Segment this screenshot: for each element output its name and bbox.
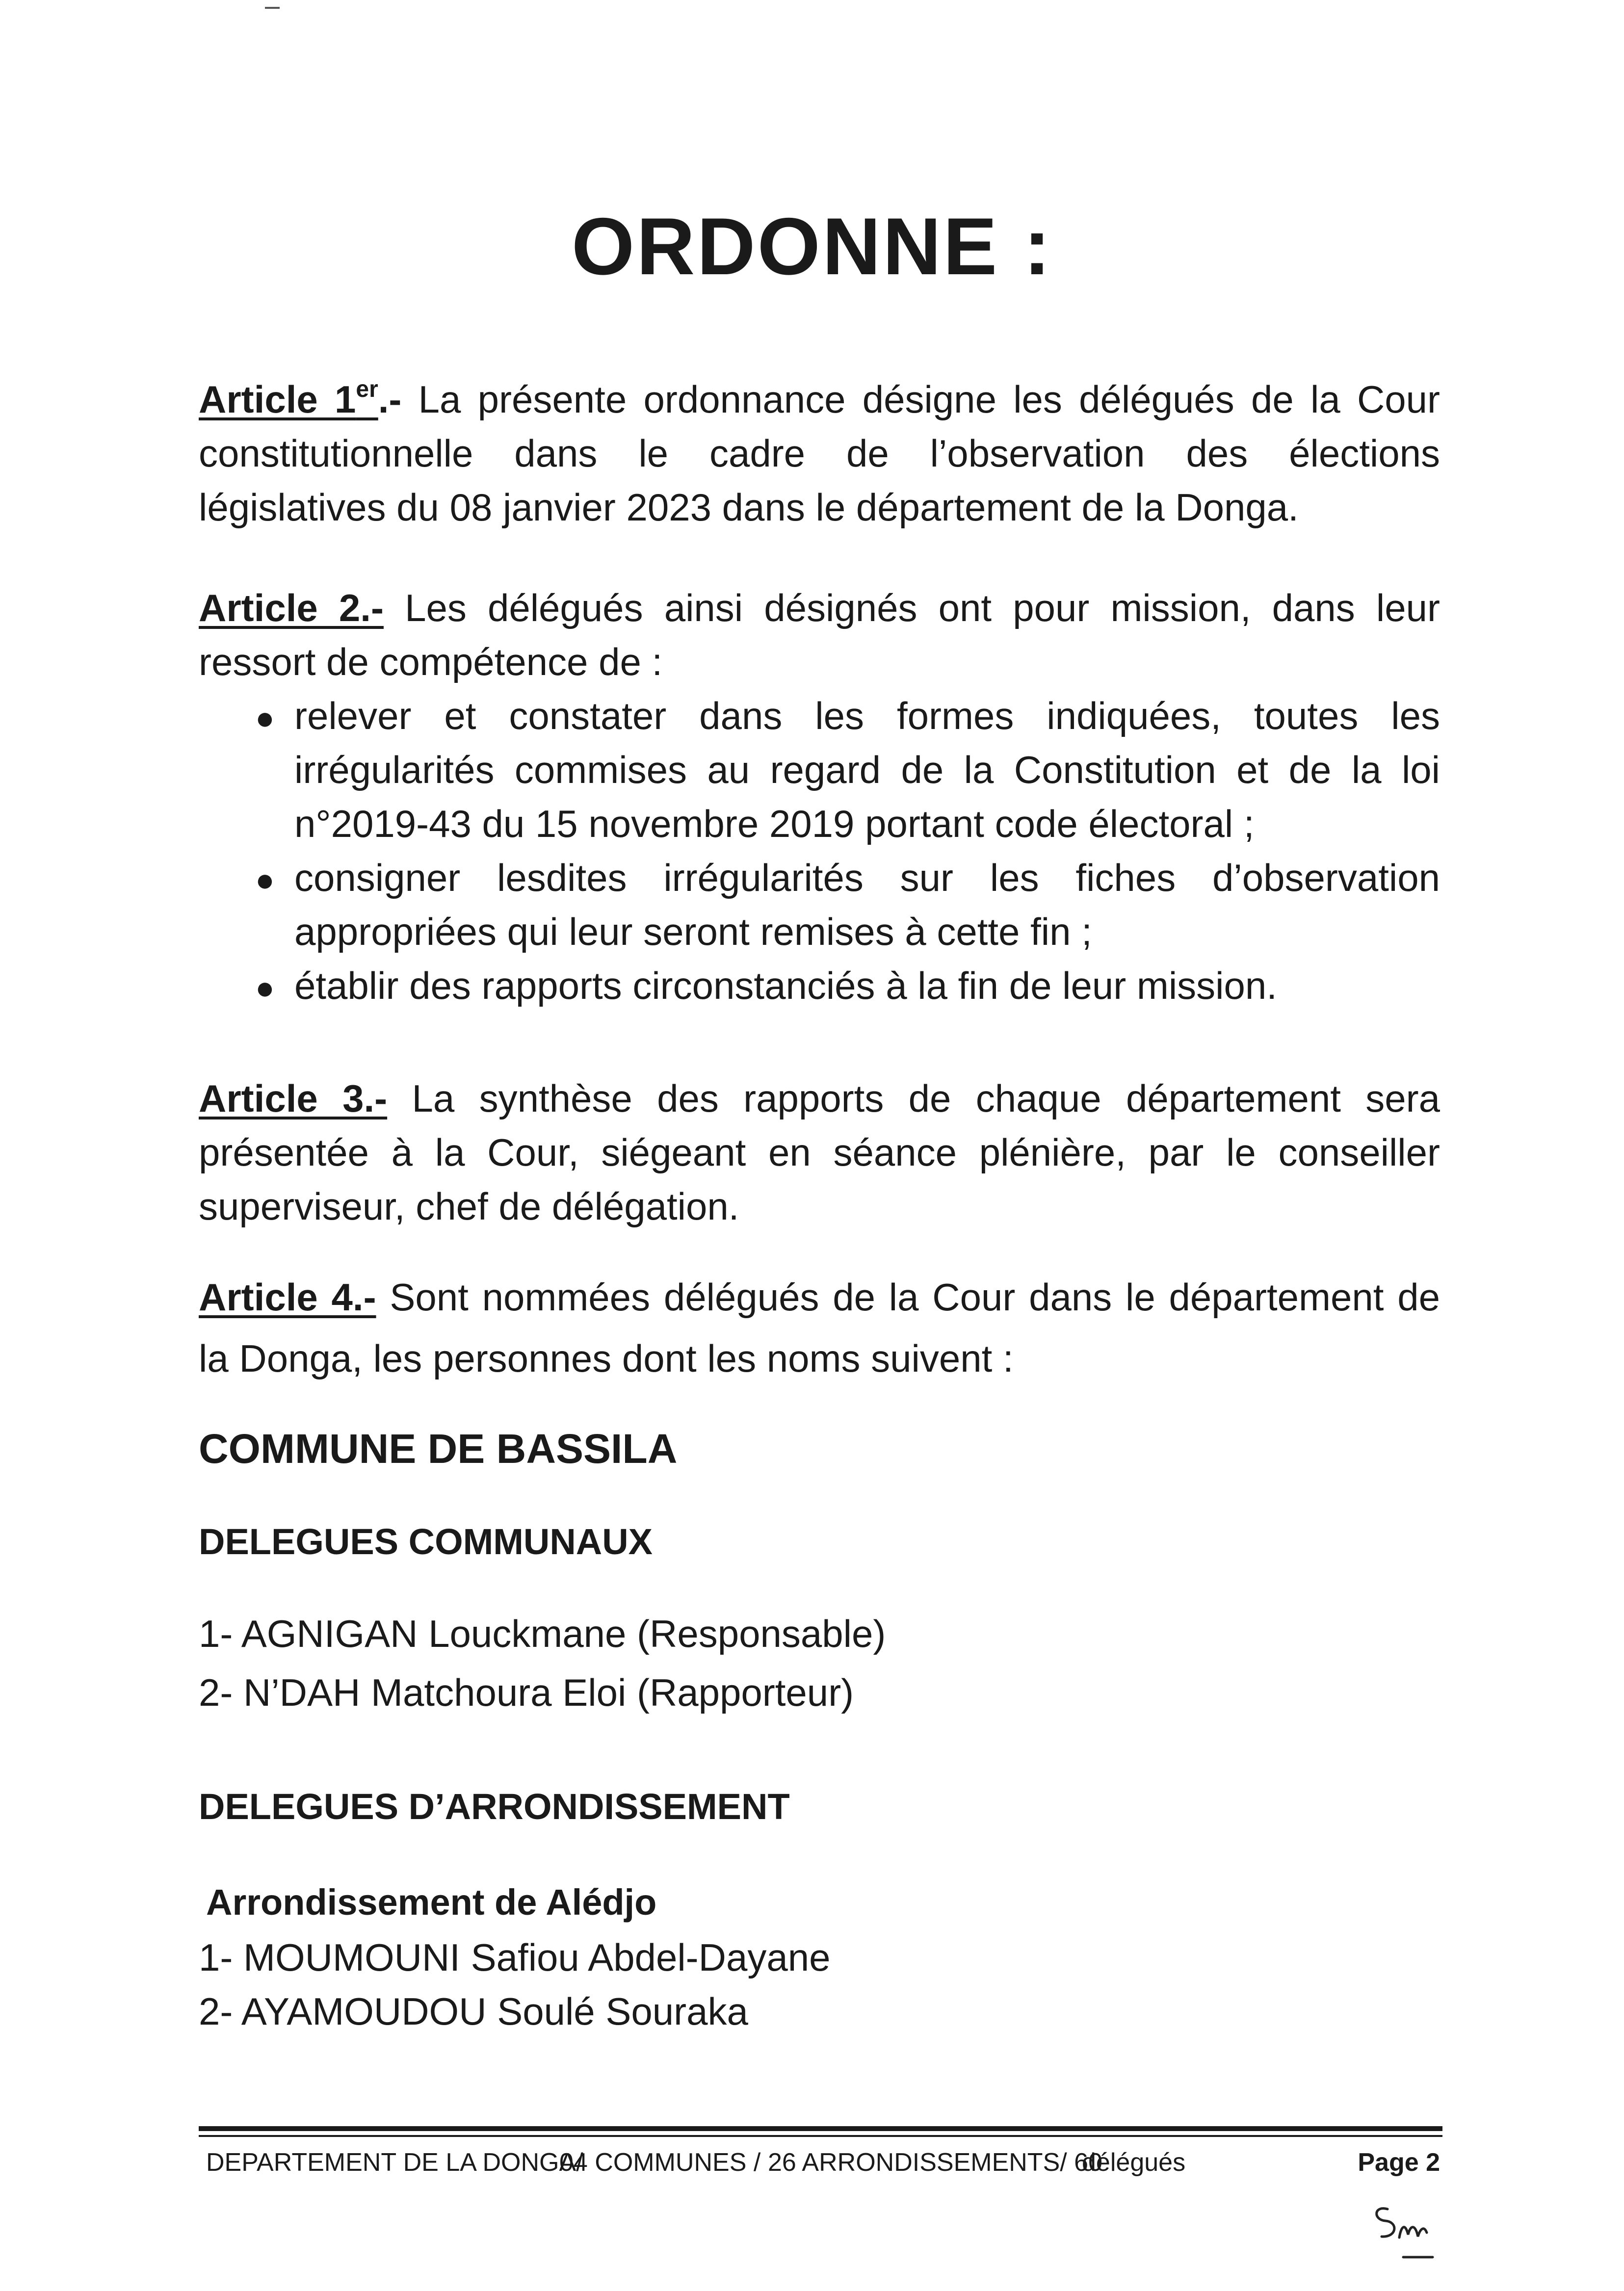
bullet-icon: ● [255, 700, 275, 736]
article-1-line-3: législatives du 08 janvier 2023 dans le département de la Donga. [199, 486, 1299, 529]
handwritten-initials [1369, 2195, 1447, 2264]
article-4-label: Article 4.- [199, 1276, 376, 1319]
article-1-label: Article 1er [199, 376, 378, 421]
article-3-line-3: superviseur, chef de délégation. [199, 1185, 739, 1228]
footer-rule-thin [199, 2135, 1442, 2137]
communal-delegate-item: 2- N’DAH Matchoura Eloi (Rapporteur) [199, 1671, 854, 1714]
bullet-icon: ● [255, 969, 275, 1006]
article-4-line-1: Article 4.- Sont nommées délégués de la Cour dans le département de [199, 1276, 1440, 1319]
footer-arrondissements: 26 ARRONDISSEMENTS/ 60 [768, 2148, 1102, 2177]
article-2-line-1: Article 2.- Les délégués ainsi désignés ont pour mission, dans leur [199, 586, 1440, 629]
communal-delegate-item: 1- AGNIGAN Louckmane (Responsable) [199, 1612, 886, 1655]
arrondissement-delegate-item: 2- AYAMOUDOU Soulé Souraka [199, 1990, 748, 2033]
article-2-label: Article 2.- [199, 586, 384, 629]
article-4-line-2: la Donga, les personnes dont les noms suivent : [199, 1337, 1014, 1380]
arrondissement-delegate-item: 1- MOUMOUNI Safiou Abdel-Dayane [199, 1936, 831, 1979]
footer-rule [199, 2126, 1442, 2131]
bullet-item: ● établir des rapports circonstanciés à la fin de leur mission. [255, 959, 1440, 1013]
article-2-line-2: ressort de compétence de : [199, 640, 663, 683]
bullet-item-line: appropriées qui leur seront remises à cette fin ; [294, 910, 1092, 953]
footer-communes: 04 COMMUNES / [559, 2148, 761, 2177]
footer-delegates: délégués [1082, 2148, 1186, 2177]
communal-delegates-heading: DELEGUES COMMUNAUX [199, 1521, 653, 1562]
arrondissement-name: Arrondissement de Alédjo [206, 1882, 657, 1923]
article-3-line-2: présentée à la Cour, siégeant en séance plénière, par le conseiller [199, 1131, 1440, 1174]
page-title: ORDONNE : [571, 201, 1053, 291]
article-3-line-1: Article 3.- La synthèse des rapports de chaque département sera [199, 1077, 1441, 1120]
article-1-line-2: constitutionnelle dans le cadre de l’observation des élections [199, 432, 1440, 475]
article-3-label: Article 3.- [199, 1077, 388, 1120]
page-number: Page 2 [1358, 2148, 1440, 2177]
bullet-item-line: n°2019-43 du 15 novembre 2019 portant code électoral ; [294, 802, 1255, 845]
commune-heading: COMMUNE DE BASSILA [199, 1426, 678, 1472]
article-1-line-1: Article 1er.- La présente ordonnance désigne les délégués de la Cour [199, 376, 1441, 421]
bullet-item: ● relever et constater dans les formes indiquées, toutes les [255, 689, 1440, 743]
bullet-icon: ● [255, 861, 275, 898]
scan-mark [265, 7, 280, 9]
bullet-item: ● consigner lesdites irrégularités sur les fiches d’observation [255, 851, 1440, 905]
arrondissement-heading: DELEGUES D’ARRONDISSEMENT [199, 1786, 790, 1827]
footer-department: DEPARTEMENT DE LA DONGA/ [206, 2148, 583, 2177]
bullet-item-line: irrégularités commises au regard de la Constitution et de la loi [294, 748, 1440, 791]
